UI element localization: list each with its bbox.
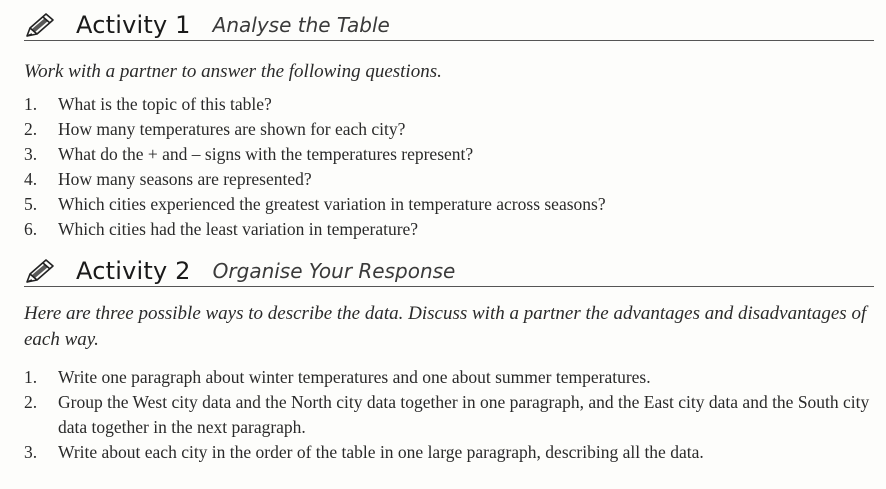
list-item <box>24 390 874 440</box>
item-number: 2. <box>24 392 38 412</box>
item-text: Write about each city in the order of the table in one large paragraph, describing all the data. <box>58 442 704 462</box>
activity-2-item-list <box>24 365 874 465</box>
activity-2-header <box>24 252 874 287</box>
list-item <box>24 192 874 217</box>
item-number: 3. <box>24 442 38 462</box>
activity-2-number: Activity 2 <box>76 257 191 285</box>
item-number: 6. <box>24 219 38 239</box>
activity-2-instruction: Here are three possible ways to describe the data. Discuss with a partner the advantages and disadvantages of each way. <box>24 303 867 350</box>
item-text: How many temperatures are shown for each city? <box>58 119 406 139</box>
activity-1-instruction: Work with a partner to answer the following questions. <box>24 61 442 82</box>
activity-1-header <box>24 6 874 41</box>
item-number: 5. <box>24 194 38 214</box>
list-item <box>24 365 874 390</box>
list-item <box>24 440 874 465</box>
item-number: 1. <box>24 367 38 387</box>
list-item <box>24 117 874 142</box>
item-number: 1. <box>24 94 38 114</box>
list-item <box>24 167 874 192</box>
activity-2-title: Organise Your Response <box>212 259 456 283</box>
list-item <box>24 92 874 117</box>
pencil-icon <box>24 11 56 39</box>
item-number: 2. <box>24 119 38 139</box>
list-item <box>24 217 874 242</box>
item-number: 3. <box>24 144 38 164</box>
activity-1-question-list <box>24 92 874 242</box>
item-text: What do the + and – signs with the temperatures represent? <box>58 144 474 164</box>
item-number: 4. <box>24 169 38 189</box>
item-text: Which cities had the least variation in temperature? <box>58 219 419 239</box>
item-text: Which cities experienced the greatest variation in temperature across seasons? <box>58 194 606 214</box>
pencil-icon <box>24 257 56 285</box>
item-text: Group the West city data and the North city data together in one paragraph, and the East city data and the South city data together in the next paragraph. <box>58 392 870 437</box>
list-item <box>24 142 874 167</box>
item-text: Write one paragraph about winter temperatures and one about summer temperatures. <box>58 367 651 387</box>
item-text: How many seasons are represented? <box>58 169 312 189</box>
activity-1-title: Analyse the Table <box>212 13 390 37</box>
activity-1-number: Activity 1 <box>76 11 191 39</box>
item-text: What is the topic of this table? <box>58 94 272 114</box>
